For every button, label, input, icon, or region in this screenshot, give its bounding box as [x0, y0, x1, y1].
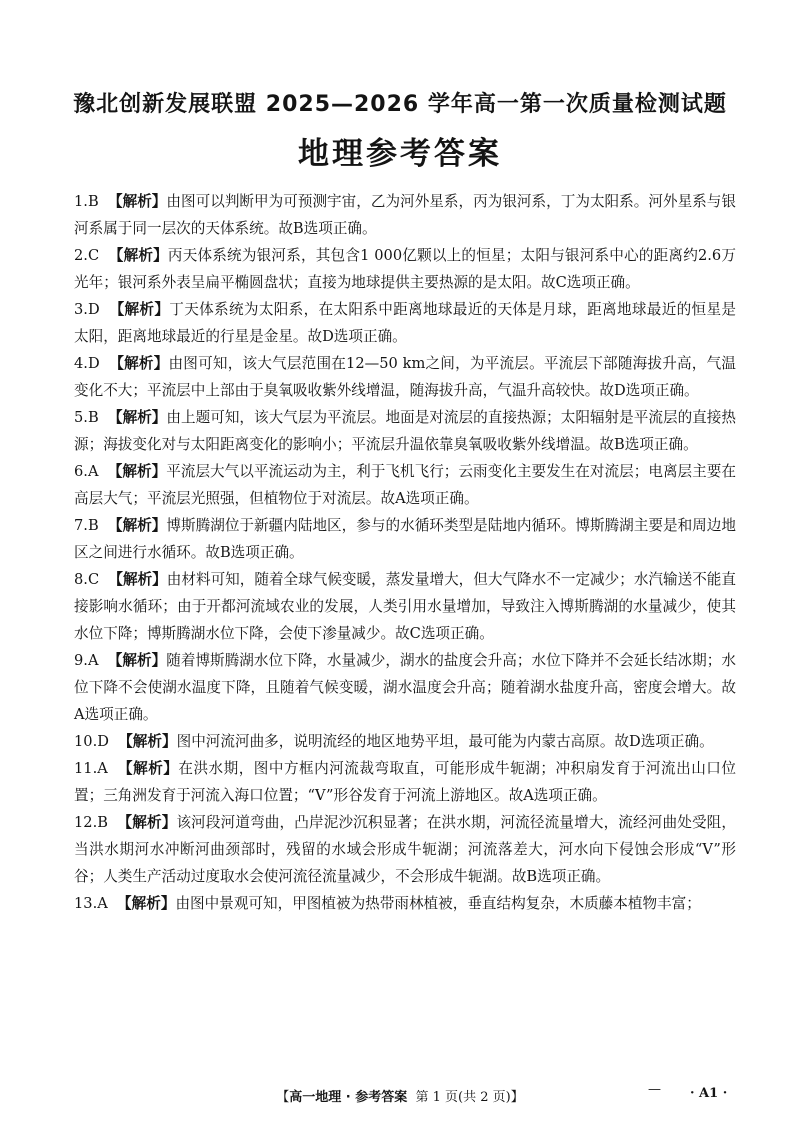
analysis-tag: 【解析】 [117, 814, 177, 831]
answer-letter: A [87, 652, 99, 669]
answer-item [74, 890, 736, 917]
answer-letter: C [87, 247, 100, 264]
answer-header [74, 652, 166, 669]
question-number: 7. [74, 517, 88, 534]
analysis-text: 博斯腾湖位于新疆内陆地区，参与的水循环类型是陆地内循环。博斯腾湖主要是和周边地区之间进行水循环。故B选项正确。 [74, 517, 736, 561]
answer-header [74, 409, 166, 426]
analysis-tag: 【解析】 [108, 571, 167, 588]
answer-item [74, 809, 736, 890]
analysis-text: 由图可以判断甲为可预测宇宙，乙为河外星系，丙为银河系，丁为太阳系。河外星系与银河系属于同一层次的天体系统。故B选项正确。 [74, 193, 736, 237]
answer-letter: A [97, 760, 108, 777]
answer-item [74, 188, 736, 242]
footer-bracket-left: 【 [276, 1090, 290, 1105]
answer-header [74, 895, 175, 912]
question-number: 1. [74, 193, 88, 210]
answer-letter: B [87, 517, 99, 534]
answer-header [74, 814, 176, 831]
analysis-tag: 【解析】 [108, 247, 168, 264]
question-number: 10. [74, 733, 98, 750]
analysis-text: 由上题可知，该大气层为平流层。地面是对流层的直接热源；太阳辐射是平流层的直接热源；海拔变化对与太阳距离变化的影响小；平流层升温依靠臭氧吸收紫外线增温。故B选项正确。 [74, 409, 736, 453]
answer-letter: A [97, 895, 108, 912]
analysis-text: 该河段河道弯曲，凸岸泥沙沉积显著；在洪水期，河流径流量增大，流经河曲处受阻，当洪水期河水冲断河曲颈部时，残留的水域会形成牛轭湖；河流落差大，河水向下侵蚀会形成“V”形谷；人类生产活动过度取水会使河流径流量减少，不会形成牛轭湖。故B选项正确。 [74, 814, 736, 885]
analysis-text: 由图可知，该大气层范围在12—50 km之间，为平流层。平流层下部随海拔升高，气温变化不大；平流层中上部由于臭氧吸收紫外线增温，随海拔升高，气温升高较快。故D选项正确。 [74, 355, 736, 399]
answer-header [74, 760, 178, 777]
analysis-text: 丁天体系统为太阳系，在太阳系中距离地球最近的天体是月球，距离地球最近的恒星是太阳，距离地球最近的行星是金星。故D选项正确。 [74, 301, 736, 345]
question-number: 13. [74, 895, 98, 912]
footer-bracket-right: 】 [510, 1090, 524, 1105]
answer-item [74, 755, 736, 809]
answer-item [74, 512, 736, 566]
answer-item [74, 350, 736, 404]
analysis-tag: 【解析】 [109, 301, 170, 318]
analysis-text: 由材料可知，随着全球气候变暖，蒸发量增大，但大气降水不一定减少；水汽输送不能直接影响水循环；由于开都河流域农业的发展，人类引用水量增加，导致注入博斯腾湖的水量减少，使其水位下降；博斯腾湖水位下降，会使下渗量减少。故C选项正确。 [74, 571, 736, 642]
analysis-text: 随着博斯腾湖水位下降，水量减少，湖水的盐度会升高；水位下降并不会延长结冰期；水位下降不会使湖水温度下降，且随着气候变暖，湖水温度会升高；随着湖水盐度升高，密度会增大。故A选项正确。 [74, 652, 736, 723]
answer-item [74, 242, 736, 296]
exam-title: 豫北创新发展联盟 2025—2026 学年高一第一次质量检测试题 [73, 92, 727, 117]
analysis-tag: 【解析】 [107, 463, 167, 480]
question-number: 3. [74, 301, 88, 318]
page-footer [0, 1086, 800, 1105]
analysis-text: 由图中景观可知，甲图植被为热带雨林植被，垂直结构复杂，木质藤本植物丰富； [175, 895, 701, 912]
answer-item [74, 404, 736, 458]
question-number: 12. [74, 814, 98, 831]
page-subtitle: 地理参考答案 [298, 136, 502, 172]
question-number: 5. [74, 409, 88, 426]
question-number: 11. [74, 760, 98, 777]
answer-letter: B [87, 193, 99, 210]
answer-letter: D [97, 733, 109, 750]
answer-letter: D [87, 355, 100, 372]
answer-header [74, 517, 166, 534]
analysis-tag: 【解析】 [107, 652, 167, 669]
footer-page-number: 第 1 页(共 2 页) [415, 1090, 511, 1105]
analysis-text: 丙天体系统为银河系，其包含1 000亿颗以上的恒星；太阳与银河系中心的距离约2.6万光年；银河系外表呈扁平椭圆盘状；直接为地球提供主要热源的是太阳。故C选项正确。 [74, 247, 736, 291]
footer-code: · A1 · [690, 1086, 728, 1101]
question-number: 4. [74, 355, 88, 372]
footer-label: 高一地理 · 参考答案 [289, 1090, 408, 1105]
question-number: 6. [74, 463, 88, 480]
answer-letter: B [87, 409, 99, 426]
analysis-tag: 【解析】 [107, 517, 167, 534]
answer-header [74, 301, 169, 318]
answer-letter: C [87, 571, 100, 588]
answer-letter: A [87, 463, 99, 480]
question-number: 9. [74, 652, 88, 669]
answer-header [74, 463, 166, 480]
answer-item [74, 566, 736, 647]
answer-header [74, 571, 167, 588]
analysis-tag: 【解析】 [118, 760, 179, 777]
answer-header [74, 355, 169, 372]
analysis-text: 图中河流河曲多，说明流经的地区地势平坦，最可能为内蒙古高原。故D选项正确。 [176, 733, 714, 750]
analysis-tag: 【解析】 [117, 895, 176, 912]
answer-item [74, 458, 736, 512]
answer-header [74, 193, 166, 210]
answer-header [74, 247, 168, 264]
answer-item [74, 728, 736, 755]
analysis-tag: 【解析】 [118, 733, 177, 750]
analysis-text: 平流层大气以平流运动为主，利于飞机飞行；云雨变化主要发生在对流层；电离层主要在高层大气；平流层光照强，但植物位于对流层。故A选项正确。 [74, 463, 736, 507]
analysis-text: 在洪水期，图中方框内河流裁弯取直，可能形成牛轭湖；冲积扇发育于河流出山口位置；三角洲发育于河流入海口位置；“V”形谷发育于河流上游地区。故A选项正确。 [74, 760, 736, 804]
answer-item [74, 296, 736, 350]
answer-letter: D [87, 301, 100, 318]
analysis-tag: 【解析】 [107, 409, 167, 426]
answer-letter: B [97, 814, 108, 831]
answer-item [74, 647, 736, 728]
answer-list [74, 188, 736, 917]
analysis-tag: 【解析】 [109, 355, 169, 372]
question-number: 8. [74, 571, 88, 588]
question-number: 2. [74, 247, 88, 264]
footer-mark: — [648, 1082, 661, 1097]
analysis-tag: 【解析】 [107, 193, 167, 210]
answer-header [74, 733, 177, 750]
